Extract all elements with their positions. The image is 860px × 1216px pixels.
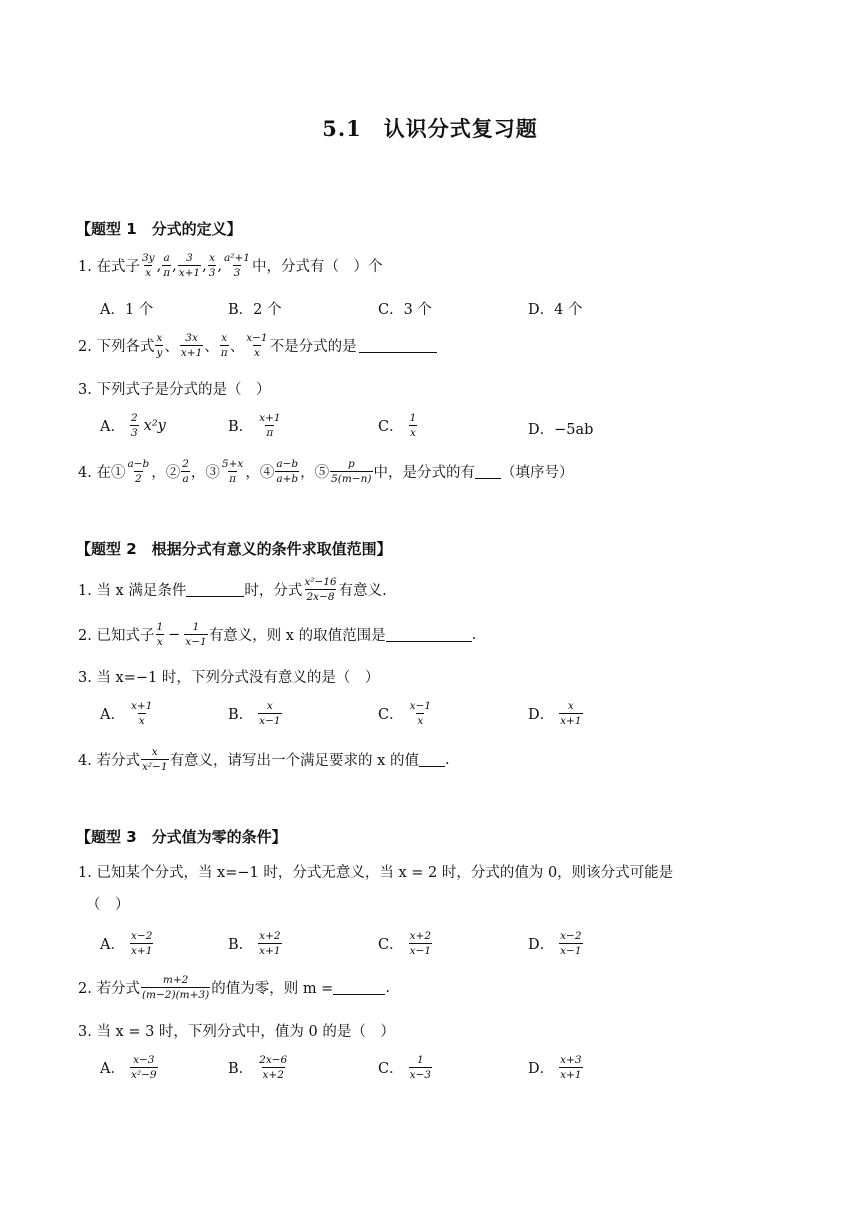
option-d: D．−5ab bbox=[528, 422, 594, 438]
frac: $\frac{a-b}{2}$ bbox=[127, 458, 150, 486]
s1-q1: 1. 在式子 $\frac{3y}{x}$ , $\frac{a}{\pi}$ , $\frac{3}{x+1}$ , $\frac{x}{3}$ , $\frac{\text{a²+1}}{3}$ 中，分式有（ ）个 bbox=[78, 252, 383, 280]
answer-blank[interactable] bbox=[419, 752, 445, 767]
option-a: A． $\frac{x-2}{x+1}$ bbox=[100, 930, 153, 958]
frac: $\frac{m+2}{(m-2)(m+3)}$ bbox=[141, 974, 210, 1002]
frac: $\frac{\text{a²+1}}{3}$ bbox=[224, 252, 250, 280]
frac: $\frac{3x}{x+1}$ bbox=[180, 332, 203, 360]
option-a: A． $\frac{x-3}{\text{x²−9}}$ bbox=[100, 1054, 157, 1082]
answer-blank[interactable] bbox=[386, 627, 472, 642]
s1-q4: 4. 在① $\frac{a-b}{2}$ ，② $\frac{2}{a}$ ，③ $\frac{5+x}{\pi}$ ，④ $\frac{a-b}{a+b}$ ，⑤ $\frac{p}{5(m-n)}$ 中，是分式的有 （填序号） bbox=[78, 458, 574, 486]
option-c: C．3 个 bbox=[378, 302, 432, 318]
s3-q1: 1. 已知某个分式，当 x=−1 时，分式无意义，当 x = 2 时，分式的值为 0，则该分式可能是 bbox=[78, 865, 674, 881]
option-d: D．4 个 bbox=[528, 302, 583, 318]
option-d: D． $\frac{x-2}{x-1}$ bbox=[528, 930, 582, 958]
s2-q3: 3. 当 x=−1 时，下列分式没有意义的是（ ） bbox=[78, 670, 380, 686]
option-b: B． $\frac{2x-6}{x+2}$ bbox=[228, 1054, 288, 1082]
frac: $\frac{x}{\pi}$ bbox=[220, 332, 228, 360]
frac: $\frac{3y}{x}$ bbox=[141, 252, 155, 280]
answer-blank[interactable] bbox=[186, 582, 244, 597]
page-title: 5.1 认识分式复习题 bbox=[322, 116, 538, 141]
s3-q3: 3. 当 x = 3 时，下列分式中，值为 0 的是（ ） bbox=[78, 1024, 395, 1040]
option-c: C． $\frac{x+2}{x-1}$ bbox=[378, 930, 432, 958]
option-d: D． $\frac{x}{x+1}$ bbox=[528, 700, 582, 728]
frac: $\frac{a-b}{a+b}$ bbox=[276, 458, 299, 486]
option-b: B． $\frac{x+2}{x+1}$ bbox=[228, 930, 281, 958]
frac: $\frac{\text{x²−16}}{2x-8}$ bbox=[304, 576, 337, 604]
s1-q3: 3. 下列式子是分式的是（ ） bbox=[78, 382, 271, 398]
section-heading-1: 【题型 1 分式的定义】 bbox=[76, 220, 242, 238]
section-heading-3: 【题型 3 分式值为零的条件】 bbox=[76, 828, 287, 846]
s1-q2: 2. 下列各式 $\frac{x}{y}$ 、 $\frac{3x}{x+1}$ 、 $\frac{x}{\pi}$ 、 $\frac{x-1}{x}$ 不是分式的是 bbox=[78, 332, 437, 359]
option-a: A． $\frac{2}{3}$ x²y bbox=[100, 412, 166, 440]
option-c: C． $\frac{1}{x}$ bbox=[378, 412, 417, 440]
s3-q1-paren: （ ） bbox=[86, 897, 130, 913]
option-b: B． $\frac{x}{x-1}$ bbox=[228, 700, 281, 728]
answer-blank[interactable] bbox=[475, 464, 501, 479]
frac: $\frac{1}{x-1}$ bbox=[185, 621, 207, 649]
s1-q1-prefix: 1. 在式子 bbox=[78, 259, 140, 276]
frac: $\frac{x-1}{x}$ bbox=[246, 332, 268, 360]
option-b: B． $\frac{x+1}{\pi}$ bbox=[228, 412, 281, 440]
option-c: C． $\frac{1}{x-3}$ bbox=[378, 1054, 432, 1082]
answer-blank[interactable] bbox=[333, 980, 385, 995]
frac: $\frac{p}{5(m-n)}$ bbox=[331, 458, 372, 486]
section-heading-2: 【题型 2 根据分式有意义的条件求取值范围】 bbox=[76, 540, 392, 558]
s2-q2: 2. 已知式子 $\frac{1}{x}$ − $\frac{1}{x-1}$ 有意义，则 x 的取值范围是 . bbox=[78, 621, 477, 649]
s3-q2: 2. 若分式 $\frac{m+2}{(m-2)(m+3)}$ 的值为零，则 m = . bbox=[78, 974, 390, 1002]
frac: $\frac{3}{x+1}$ bbox=[178, 252, 201, 280]
answer-blank[interactable] bbox=[359, 338, 437, 353]
s2-q1: 1. 当 x 满足条件 时，分式 $\frac{\text{x²−16}}{2x-8}$ 有意义. bbox=[78, 576, 387, 604]
frac: $\frac{5+x}{\pi}$ bbox=[221, 458, 244, 486]
frac: $\frac{1}{x}$ bbox=[156, 621, 164, 649]
s2-q4: 4. 若分式 $\frac{x}{\text{x²−1}}$ 有意义，请写出一个满足要求的 x 的值 . bbox=[78, 746, 450, 774]
option-a: A．1 个 bbox=[100, 302, 154, 318]
s1-q2-prefix: 2. 下列各式 bbox=[78, 339, 155, 356]
frac: $\frac{2}{a}$ bbox=[182, 458, 189, 486]
option-b: B．2 个 bbox=[228, 302, 282, 318]
s1-q2-suffix: 不是分式的是 bbox=[269, 339, 357, 356]
s1-q1-suffix: 中，分式有（ ）个 bbox=[251, 259, 383, 276]
option-d: D． $\frac{x+3}{x+1}$ bbox=[528, 1054, 582, 1082]
frac: $\frac{a}{\pi}$ bbox=[163, 252, 171, 280]
option-c: C． $\frac{x-1}{x}$ bbox=[378, 700, 432, 728]
frac: $\frac{x}{y}$ bbox=[156, 332, 163, 360]
frac: $\frac{x}{\text{x²−1}}$ bbox=[141, 746, 168, 774]
frac: $\frac{x}{3}$ bbox=[208, 252, 216, 280]
option-a: A． $\frac{x+1}{x}$ bbox=[100, 700, 153, 728]
